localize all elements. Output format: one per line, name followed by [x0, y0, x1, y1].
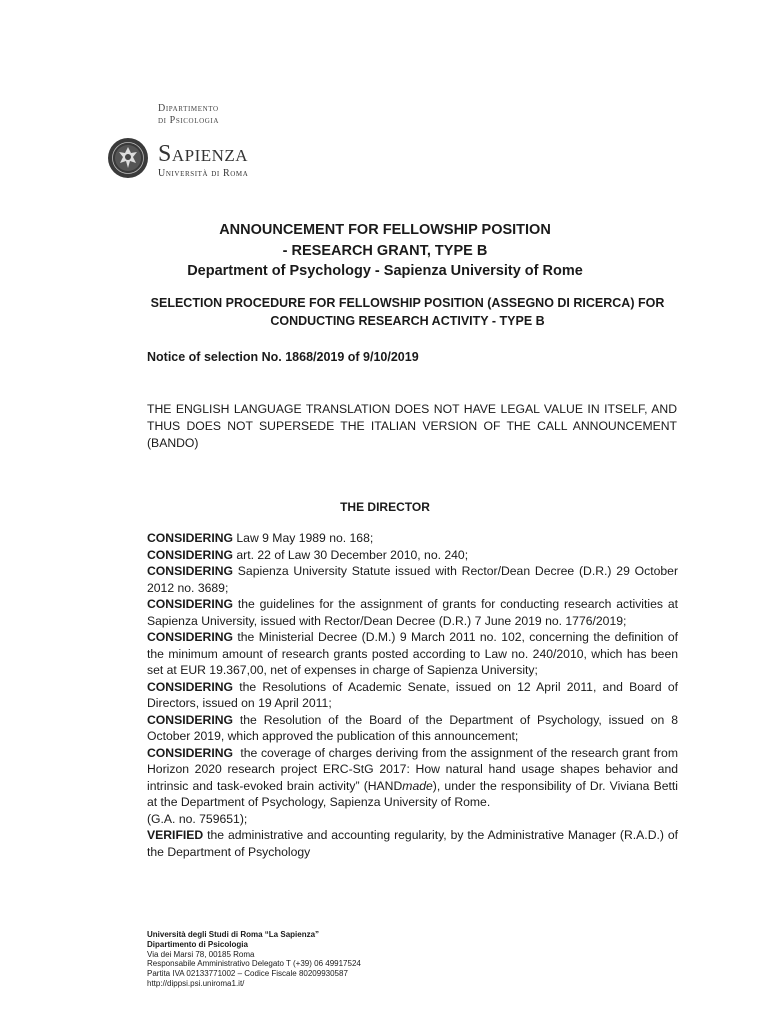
clause: CONSIDERING the guidelines for the assignment of grants for conducting research activities at Sapienza University, issued with Rector/Dean Decree (D.R.) 7 June 2019 no. 1776/2019;	[147, 597, 678, 628]
clause: CONSIDERING art. 22 of Law 30 December 2010, no. 240;	[147, 547, 469, 562]
brand-name: Sapienza	[158, 141, 249, 167]
title-line-2: - RESEARCH GRANT, TYPE B	[282, 242, 488, 259]
director-heading: THE DIRECTOR	[340, 500, 430, 514]
translation-disclaimer: THE ENGLISH LANGUAGE TRANSLATION DOES NOT HAVE LEGAL VALUE IN ITSELF, AND THUS DOES NOT SUPERSEDE THE ITALIAN VERSION OF THE CALL ANNOUNCEMENT (BANDO)	[147, 402, 677, 450]
footer-line-3: Via dei Marsi 78, 00185 Roma	[147, 949, 255, 959]
clause: CONSIDERING the Resolution of the Board of the Department of Psychology, issued on 8 October 2019, which approved the publication of this announcement;	[147, 712, 678, 743]
clause: CONSIDERING the coverage of charges deriving from the assignment of the research grant from Horizon 2020 research project ERC-StG 2017: How natural hand usage shapes behavior and intrinsic and task-evoked brain activity” (HANDmade), under the responsibility of Dr. Viviana Betti at the Department of Psychology, Sapienza University of Rome.	[147, 745, 682, 809]
footer-link[interactable]: http://dippsi.psi.uniroma1.it/	[147, 978, 245, 988]
title-line-3: Department of Psychology - Sapienza University of Rome	[187, 263, 583, 279]
clause: CONSIDERING Sapienza University Statute issued with Rector/Dean Decree (D.R.) 29 October 2012 no. 3689;	[147, 564, 678, 595]
footer-line-4: Responsabile Amministrativo Delegato T (+39) 06 49917524	[147, 959, 361, 969]
clause: CONSIDERING the Resolutions of Academic Senate, issued on 12 April 2011, and Board of Directors, issued on 19 April 2011;	[147, 679, 678, 710]
clauses-body	[147, 530, 682, 860]
footer-line-2: Dipartimento di Psicologia	[147, 939, 248, 949]
announcement-title	[100, 220, 670, 282]
clause: CONSIDERING Law 9 May 1989 no. 168;	[147, 531, 374, 545]
university-brand	[158, 142, 248, 180]
footer-line-1: Università degli Studi di Roma “La Sapienza”	[147, 930, 320, 939]
clause: CONSIDERING the Ministerial Decree (D.M.) 9 March 2011 no. 102, concerning the definition of the minimum amount of research grants posted according to Law no. 240/2010, which has been set at EUR 19.367,00, net of expenses in charge of Sapienza University;	[147, 630, 678, 677]
notice-number: Notice of selection No. 1868/2019 of 9/10/2019	[147, 350, 419, 364]
department-line-2: di Psicologia	[158, 115, 219, 126]
title-line-1: ANNOUNCEMENT FOR FELLOWSHIP POSITION	[219, 222, 551, 238]
page-footer	[147, 930, 361, 989]
department-header	[158, 103, 219, 127]
clause: (G.A. no. 759651);	[147, 811, 248, 826]
sapienza-seal-icon	[107, 137, 149, 179]
footer-line-5: Partita IVA 02133771002 – Codice Fiscale 80209930587	[147, 969, 348, 979]
clause: VERIFIED the administrative and accounting regularity, by the Administrative Manager (R.A.D.) of the Department of Psychology	[147, 828, 678, 859]
university-name: Università di Roma	[158, 168, 249, 179]
department-line-1: Dipartimento	[158, 103, 219, 114]
procedure-subtitle: SELECTION PROCEDURE FOR FELLOWSHIP POSITION (ASSEGNO DI RICERCA) FOR CONDUCTING RESEARCH ACTIVITY - TYPE B	[150, 296, 665, 328]
